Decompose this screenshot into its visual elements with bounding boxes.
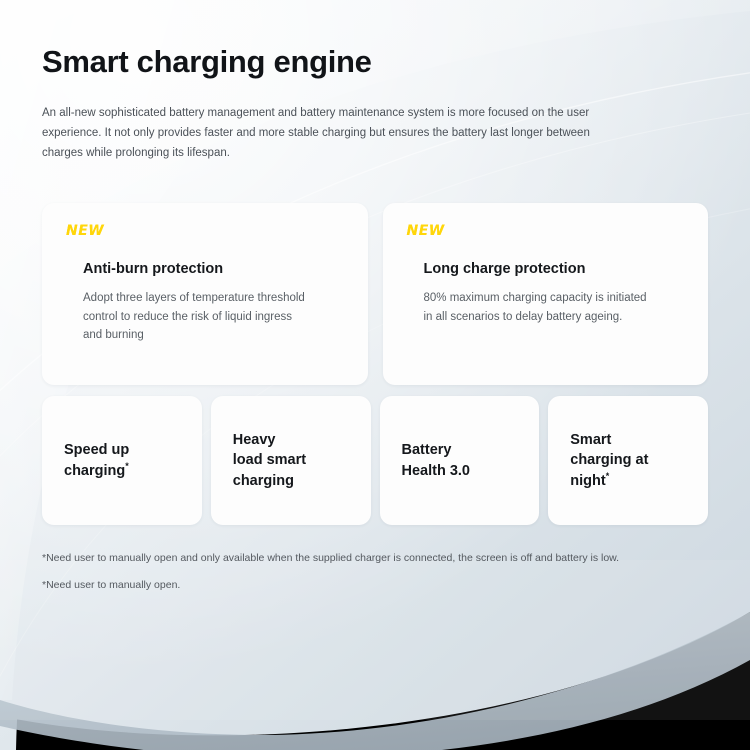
page-intro: An all-new sophisticated battery management and battery maintenance system is more focused on the user experience. It not only provides faster and more stable charging but ensures the battery last longer between charges while prolonging its lifespan.: [42, 107, 590, 159]
page-title: Smart charging engine: [42, 44, 372, 79]
feature-card-heading: Long charge protection: [423, 261, 586, 277]
small-card-speed-up-charging: [42, 396, 202, 525]
feature-card-body: 80% maximum charging capacity is initiated in all scenarios to delay battery ageing.: [423, 292, 647, 323]
feature-card-row: [42, 203, 708, 385]
small-card-label: Battery Health 3.0: [401, 441, 470, 479]
feature-card-anti-burn: [42, 203, 368, 385]
new-badge: NEW: [66, 223, 105, 239]
small-card-label: Speed up charging*: [64, 441, 130, 479]
small-card-smart-charging-at-night: [548, 396, 708, 525]
small-card-battery-health: [380, 396, 540, 525]
small-card-label: Heavy load smart charging: [232, 431, 307, 489]
small-card-row: [42, 396, 708, 525]
feature-card-body: Adopt three layers of temperature threshold control to reduce the risk of liquid ingress and burning: [83, 292, 305, 342]
footnote-1: *Need user to manually open and only available when the supplied charger is connected, the screen is off and battery is low.: [42, 552, 620, 564]
small-card-label: Smart charging at night*: [570, 431, 649, 489]
feature-card-heading: Anti-burn protection: [83, 261, 224, 277]
footnote-2: *Need user to manually open.: [42, 578, 181, 591]
feature-card-long-charge: [383, 203, 709, 385]
new-badge: NEW: [406, 223, 445, 239]
small-card-heavy-load-smart-charging: [211, 396, 371, 525]
footnotes: [42, 550, 714, 595]
